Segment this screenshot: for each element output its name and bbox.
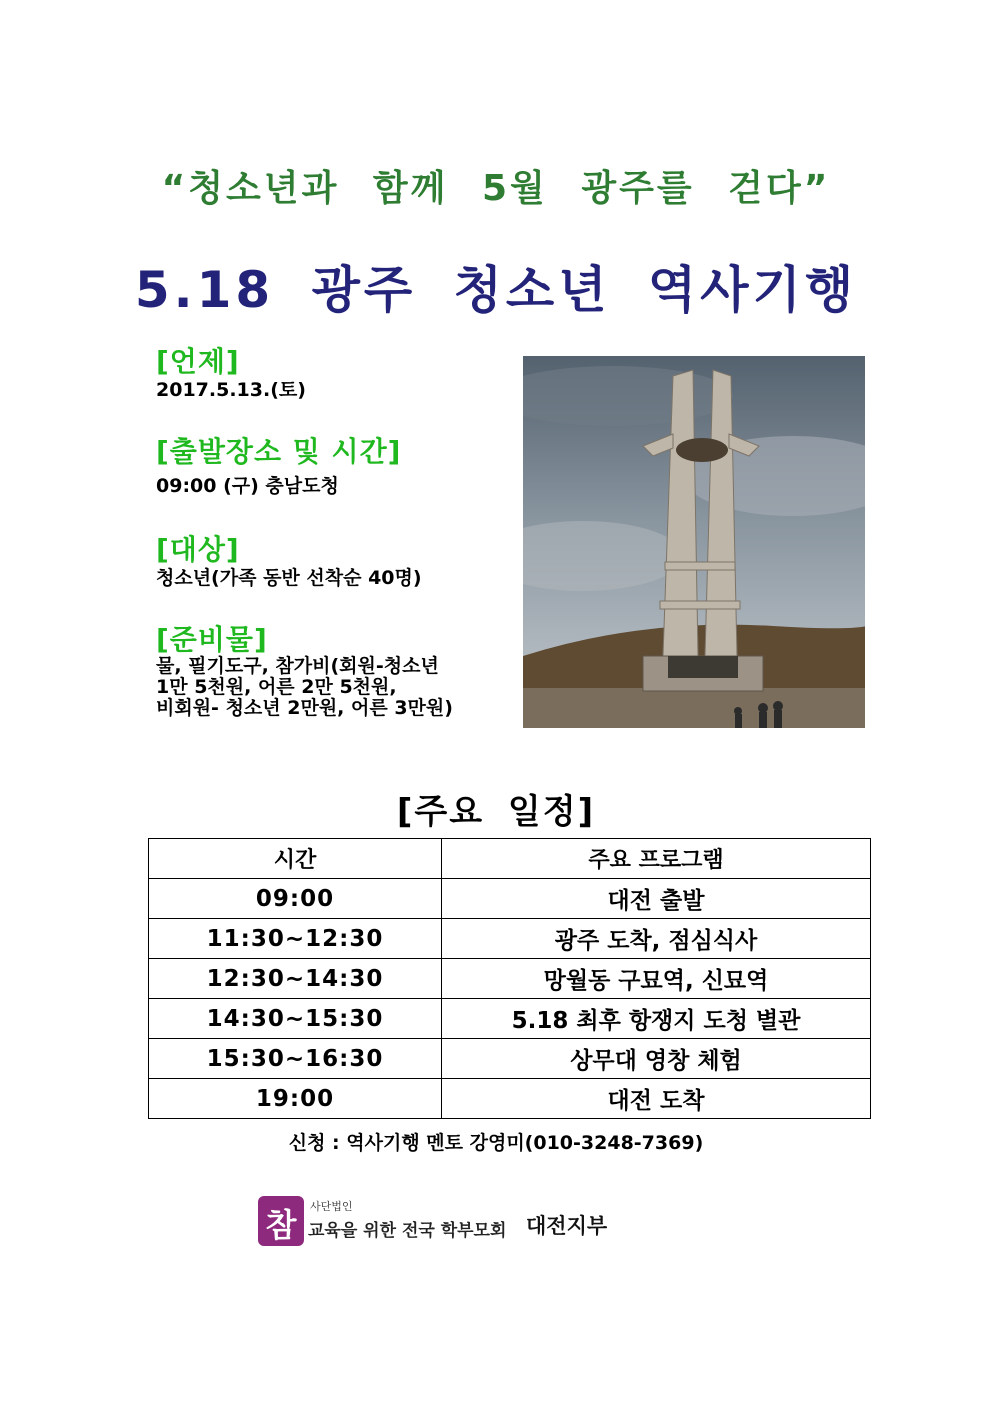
subtitle: “청소년과 함께 5월 광주를 걷다” bbox=[161, 168, 831, 209]
time-cell: 12:30~14:30 bbox=[149, 959, 442, 999]
memorial-tower-photo bbox=[523, 356, 865, 728]
schedule-table bbox=[148, 838, 871, 1119]
time-cell: 11:30~12:30 bbox=[149, 919, 442, 959]
time-cell: 15:30~16:30 bbox=[149, 1039, 442, 1079]
column-header-program: 주요 프로그램 bbox=[442, 839, 871, 879]
table-row bbox=[149, 1039, 871, 1079]
program-cell: 광주 도착, 점심식사 bbox=[442, 919, 871, 959]
section-heading-place: [출발장소 및 시간] bbox=[156, 435, 402, 468]
table-row bbox=[149, 959, 871, 999]
logo-small-label: 사단법인 bbox=[310, 1200, 353, 1213]
section-body-supplies-line1: 물, 필기도구, 참가비(회원-청소년 bbox=[156, 655, 439, 677]
table-row bbox=[149, 919, 871, 959]
section-heading-when: [언제] bbox=[156, 345, 240, 378]
program-cell: 대전 출발 bbox=[442, 879, 871, 919]
section-body-when: 2017.5.13.(토) bbox=[156, 379, 306, 401]
column-header-time: 시간 bbox=[149, 839, 442, 879]
section-body-target: 청소년(가족 동반 선착순 40명) bbox=[156, 567, 422, 589]
program-cell: 상무대 영창 체험 bbox=[442, 1039, 871, 1079]
table-header-row bbox=[149, 839, 871, 879]
program-cell: 5.18 최후 항쟁지 도청 별관 bbox=[442, 999, 871, 1039]
table-row bbox=[149, 1079, 871, 1119]
program-cell: 대전 도착 bbox=[442, 1079, 871, 1119]
schedule-heading: [주요 일정] bbox=[396, 792, 596, 832]
time-cell: 14:30~15:30 bbox=[149, 999, 442, 1039]
logo-char: 참 bbox=[265, 1206, 297, 1244]
section-body-supplies-line3: 비회원- 청소년 2만원, 어른 3만원) bbox=[156, 697, 453, 719]
table-row bbox=[149, 999, 871, 1039]
section-heading-supplies: [준비물] bbox=[156, 623, 268, 656]
program-cell: 망월동 구묘역, 신묘역 bbox=[442, 959, 871, 999]
section-heading-target: [대상] bbox=[156, 533, 240, 566]
page-title: 5.18 광주 청소년 역사기행 bbox=[134, 261, 858, 319]
logo-branch-name: 대전지부 bbox=[526, 1214, 608, 1238]
application-contact: 신청 : 역사기행 멘토 강영미(010-3248-7369) bbox=[288, 1132, 704, 1154]
section-body-place: 09:00 (구) 충남도청 bbox=[156, 475, 339, 497]
logo-org-name: 교육을 위한 전국 학부모회 bbox=[308, 1221, 507, 1241]
time-cell: 19:00 bbox=[149, 1079, 442, 1119]
organization-logo bbox=[258, 1196, 618, 1248]
section-body-supplies-line2: 1만 5천원, 어른 2만 5천원, bbox=[156, 676, 397, 698]
time-cell: 09:00 bbox=[149, 879, 442, 919]
table-row bbox=[149, 879, 871, 919]
